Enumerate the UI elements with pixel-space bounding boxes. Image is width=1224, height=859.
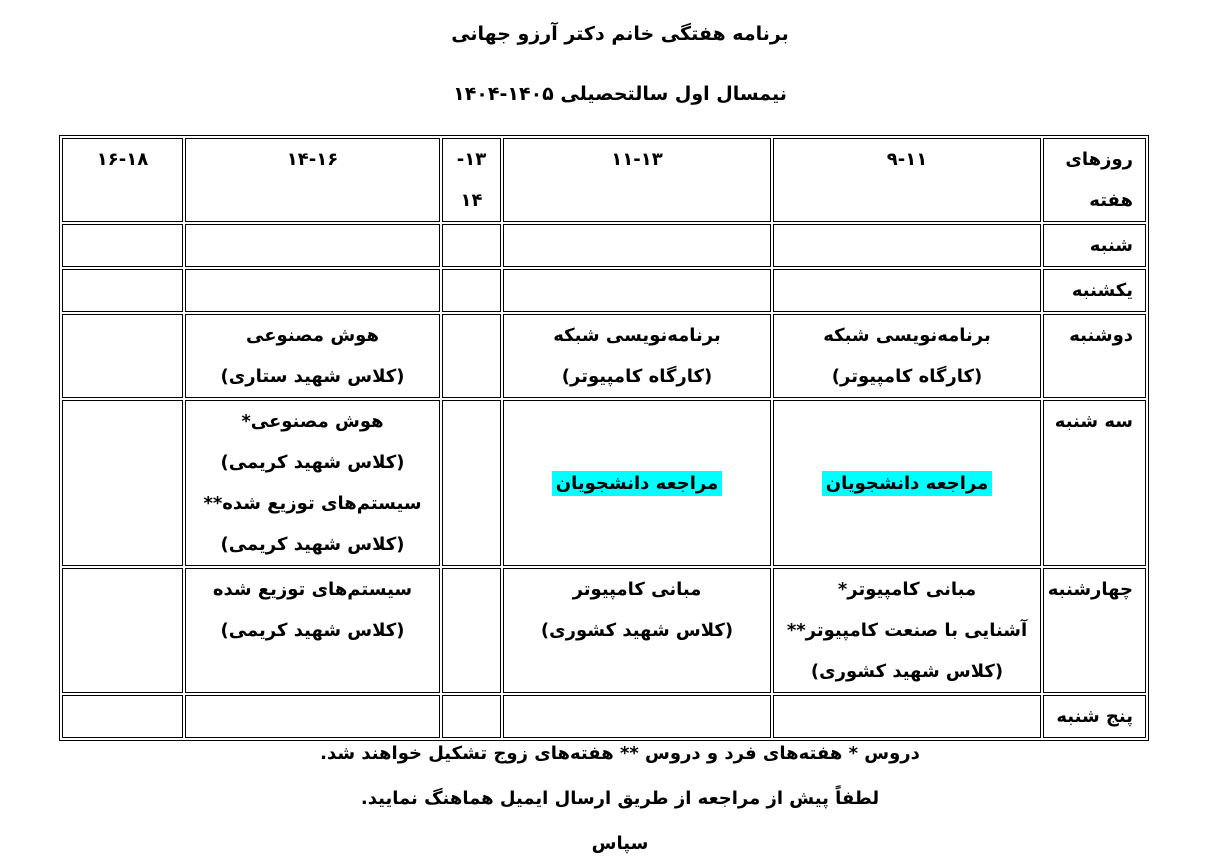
day-label: پنج شنبه <box>1043 695 1146 738</box>
day-label: دوشنبه <box>1043 314 1146 398</box>
cell-empty <box>442 568 501 693</box>
header-11-13: ۱۱-۱۳ <box>503 138 771 222</box>
cell-empty <box>185 269 440 312</box>
schedule-title: برنامه هفتگی خانم دکتر آرزو جهانی <box>451 23 789 45</box>
cell-empty <box>185 224 440 267</box>
cell-empty <box>442 314 501 398</box>
row-tuesday <box>62 400 1146 566</box>
day-label: سه شنبه <box>1043 400 1146 566</box>
cell-empty <box>442 400 501 566</box>
cell-empty <box>503 269 771 312</box>
cell-empty <box>62 224 183 267</box>
class-cell: برنامه‌نویسی شبکه (کارگاه کامپیوتر) <box>773 314 1041 398</box>
header-14-16: ۱۴-۱۶ <box>185 138 440 222</box>
row-wednesday <box>62 568 1146 693</box>
weekly-schedule-table <box>59 135 1149 741</box>
day-label: یکشنبه <box>1043 269 1146 312</box>
row-sunday <box>62 269 1146 312</box>
header-9-11: ۹-۱۱ <box>773 138 1041 222</box>
header-days: روزهای هفته <box>1043 138 1146 222</box>
day-label: شنبه <box>1043 224 1146 267</box>
cell-empty <box>442 695 501 738</box>
office-hours-cell <box>773 400 1041 566</box>
class-cell: مبانی کامپیوتر* آشنایی با صنعت کامپیوتر** (کلاس شهید کشوری) <box>773 568 1041 693</box>
cell-empty <box>62 400 183 566</box>
day-label: چهارشنبه <box>1043 568 1146 693</box>
header-16-18: ۱۶-۱۸ <box>62 138 183 222</box>
email-coordination-note: لطفاً پیش از مراجعه از طریق ارسال ایمیل هماهنگ نمایید. <box>360 788 880 809</box>
office-hours-cell <box>503 400 771 566</box>
cell-empty <box>442 224 501 267</box>
header-13-14: ۱۳- ۱۴ <box>442 138 501 222</box>
class-cell: مبانی کامپیوتر (کلاس شهید کشوری) <box>503 568 771 693</box>
cell-empty <box>503 695 771 738</box>
row-saturday <box>62 224 1146 267</box>
odd-even-week-note: دروس * هفته‌های فرد و دروس ** هفته‌های زوج تشکیل خواهند شد. <box>320 743 920 764</box>
semester-subtitle: نیمسال اول سالتحصیلی ۱۴۰۵-۱۴۰۴ <box>453 83 787 105</box>
cell-empty <box>442 269 501 312</box>
cell-empty <box>62 269 183 312</box>
cell-empty <box>503 224 771 267</box>
cell-empty <box>185 695 440 738</box>
cell-empty <box>773 224 1041 267</box>
cell-empty <box>62 314 183 398</box>
class-cell: برنامه‌نویسی شبکه (کارگاه کامپیوتر) <box>503 314 771 398</box>
cell-empty <box>62 695 183 738</box>
office-hours-label: مراجعه دانشجویان <box>822 471 992 496</box>
cell-empty <box>773 695 1041 738</box>
class-cell: سیستم‌های توزیع شده (کلاس شهید کریمی) <box>185 568 440 693</box>
class-cell: هوش مصنوعی* (کلاس شهید کریمی) سیستم‌های توزیع شده** (کلاس شهید کریمی) <box>185 400 440 566</box>
office-hours-label: مراجعه دانشجویان <box>552 471 722 496</box>
thanks-note: سپاس <box>591 833 649 854</box>
row-monday <box>62 314 1146 398</box>
cell-empty <box>773 269 1041 312</box>
class-cell: هوش مصنوعی (کلاس شهید ستاری) <box>185 314 440 398</box>
row-thursday <box>62 695 1146 738</box>
header-row <box>62 138 1146 222</box>
cell-empty <box>62 568 183 693</box>
